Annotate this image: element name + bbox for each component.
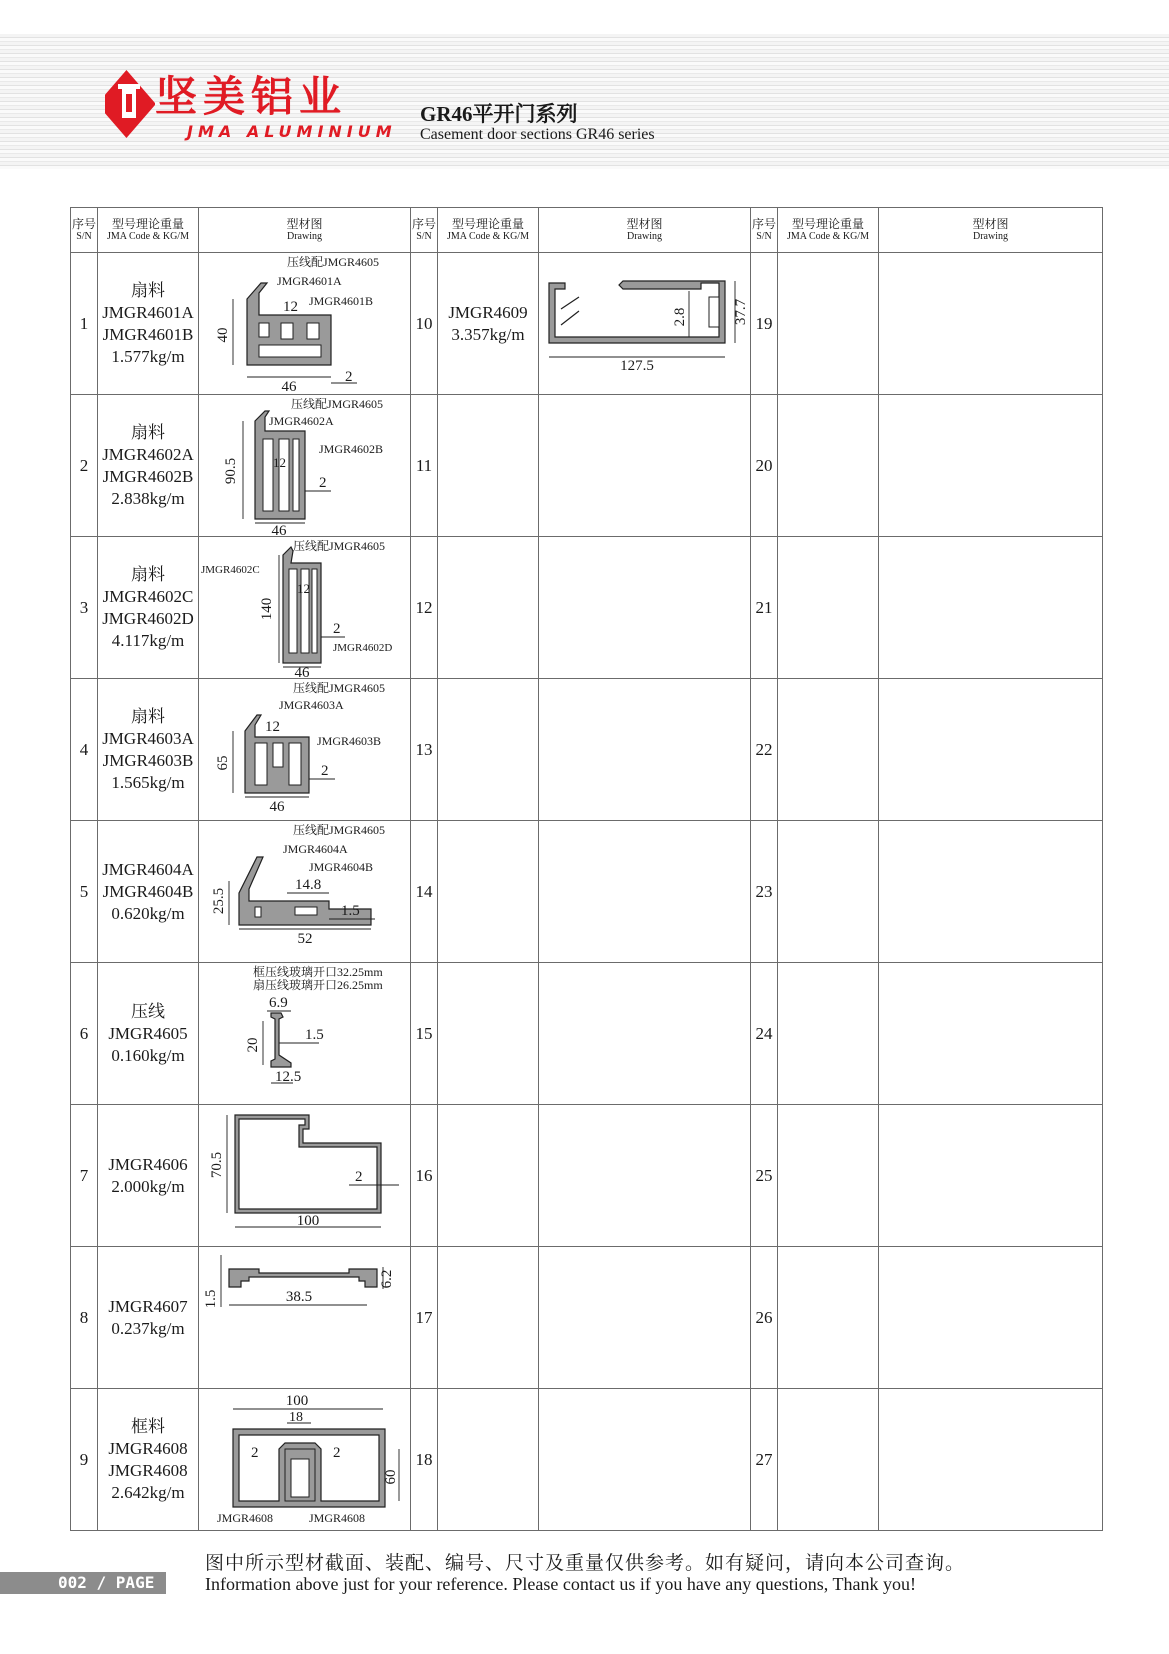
drawing-cell — [539, 1247, 751, 1389]
svg-text:38.5: 38.5 — [285, 1289, 313, 1305]
svg-text:2: 2 — [333, 1445, 341, 1461]
code-cell — [778, 395, 879, 537]
svg-text:1.5: 1.5 — [341, 903, 360, 919]
drawing-cell — [199, 537, 411, 679]
code-cell — [778, 1389, 879, 1531]
code-cell — [778, 1247, 879, 1389]
drawing-cell — [879, 395, 1103, 537]
svg-text:100: 100 — [296, 1213, 320, 1229]
drawing-cell — [199, 821, 411, 963]
svg-text:压线配JMGR4605: 压线配JMGR4605 — [293, 823, 386, 837]
svg-text:60: 60 — [383, 1469, 399, 1485]
svg-text:46: 46 — [294, 665, 310, 678]
code-cell — [438, 963, 539, 1105]
drawing-cell — [199, 1247, 411, 1389]
code-cell: 扇料 JMGR4601A JMGR4601B 1.577kg/m — [98, 253, 199, 395]
profile-drawing-jmgr4605 — [199, 963, 411, 1104]
code-cell: JMGR4606 2.000kg/m — [98, 1105, 199, 1247]
svg-text:1.5: 1.5 — [203, 1289, 219, 1309]
sn-cell: 26 — [751, 1247, 778, 1389]
drawing-cell — [199, 1389, 411, 1531]
series-title-cn: GR46平开门系列 — [420, 102, 578, 126]
svg-text:JMGR4602D: JMGR4602D — [333, 642, 393, 654]
sn-cell: 9 — [71, 1389, 98, 1531]
header-code: 型号理论重量 JMA Code & KG/M — [438, 208, 539, 253]
code-cell: JMGR4604A JMGR4604B 0.620kg/m — [98, 821, 199, 963]
sn-cell: 22 — [751, 679, 778, 821]
code-cell: 扇料 JMGR4603A JMGR4603B 1.565kg/m — [98, 679, 199, 821]
drawing-cell — [879, 679, 1103, 821]
svg-text:压线配JMGR4605: 压线配JMGR4605 — [291, 397, 384, 411]
header-code: 型号理论重量 JMA Code & KG/M — [98, 208, 199, 253]
sn-cell: 12 — [411, 537, 438, 679]
profile-drawing-jmgr4608 — [199, 1389, 411, 1530]
code-cell — [438, 1389, 539, 1531]
svg-text:JMGR4602B: JMGR4602B — [319, 442, 384, 456]
svg-text:6.9: 6.9 — [269, 995, 288, 1011]
svg-text:JMGR4604A: JMGR4604A — [283, 842, 348, 856]
svg-text:140: 140 — [259, 597, 275, 621]
code-cell — [778, 963, 879, 1105]
brand-name-en: JMA ALUMINIUM — [187, 122, 397, 141]
profile-drawing-jmgr4602c — [199, 537, 411, 678]
sn-cell: 17 — [411, 1247, 438, 1389]
svg-text:JMGR4603A: JMGR4603A — [279, 698, 344, 712]
brand-logo — [105, 70, 397, 150]
profile-drawing-jmgr4603 — [199, 679, 411, 820]
sn-cell: 27 — [751, 1389, 778, 1531]
drawing-cell — [539, 253, 751, 395]
code-cell: 扇料 JMGR4602C JMGR4602D 4.117kg/m — [98, 537, 199, 679]
drawing-cell — [879, 1105, 1103, 1247]
header-sn: 序号 S/N — [751, 208, 778, 253]
svg-text:2.8: 2.8 — [672, 307, 688, 327]
sn-cell: 18 — [411, 1389, 438, 1531]
svg-text:JMGR4601A: JMGR4601A — [277, 274, 342, 288]
code-cell — [438, 537, 539, 679]
profile-drawing-jmgr4602 — [199, 395, 411, 536]
svg-text:2: 2 — [333, 621, 341, 637]
sn-cell: 3 — [71, 537, 98, 679]
table-row — [71, 1389, 1103, 1531]
svg-text:14.8: 14.8 — [295, 877, 322, 893]
sn-cell: 20 — [751, 395, 778, 537]
sn-cell: 23 — [751, 821, 778, 963]
table-row — [71, 1105, 1103, 1247]
svg-text:JMGR4602A: JMGR4602A — [269, 414, 334, 428]
code-cell — [778, 821, 879, 963]
brand-name-cn: 坚美铝业 — [155, 72, 348, 121]
code-cell — [778, 537, 879, 679]
drawing-cell — [539, 1389, 751, 1531]
svg-text:1.5: 1.5 — [305, 1027, 324, 1043]
svg-text:2: 2 — [345, 369, 353, 385]
code-cell: 扇料 JMGR4602A JMGR4602B 2.838kg/m — [98, 395, 199, 537]
svg-text:70.5: 70.5 — [209, 1151, 225, 1179]
footer-note-cn: 图中所示型材截面、装配、编号、尺寸及重量仅供参考。如有疑问，请向本公司查询。 — [205, 1552, 966, 1574]
profile-drawing-jmgr4601 — [199, 253, 411, 394]
code-cell — [438, 1247, 539, 1389]
drawing-cell — [199, 963, 411, 1105]
svg-text:46: 46 — [269, 799, 285, 815]
table-row — [71, 253, 1103, 395]
svg-text:压线配JMGR4605: 压线配JMGR4605 — [287, 255, 380, 269]
drawing-cell — [539, 537, 751, 679]
table-row — [71, 1247, 1103, 1389]
table-row — [71, 537, 1103, 679]
code-cell — [778, 1105, 879, 1247]
table-row — [71, 963, 1103, 1105]
svg-text:12.5: 12.5 — [275, 1069, 302, 1085]
drawing-cell — [539, 963, 751, 1105]
drawing-cell — [539, 679, 751, 821]
svg-text:40: 40 — [215, 327, 231, 343]
sn-cell: 1 — [71, 253, 98, 395]
svg-text:JMGR4608: JMGR4608 — [309, 1511, 366, 1525]
sn-cell: 15 — [411, 963, 438, 1105]
logo-diamond-icon — [105, 70, 155, 140]
drawing-cell — [199, 679, 411, 821]
svg-text:46: 46 — [281, 379, 297, 394]
drawing-cell — [199, 253, 411, 395]
svg-text:JMGR4604B: JMGR4604B — [309, 860, 374, 874]
sn-cell: 5 — [71, 821, 98, 963]
drawing-cell — [879, 537, 1103, 679]
code-cell: JMGR4607 0.237kg/m — [98, 1247, 199, 1389]
svg-text:25.5: 25.5 — [211, 887, 227, 915]
profile-drawing-jmgr4606 — [199, 1105, 411, 1246]
svg-text:100: 100 — [285, 1393, 309, 1409]
sn-cell: 16 — [411, 1105, 438, 1247]
code-cell: 框料 JMGR4608 JMGR4608 2.642kg/m — [98, 1389, 199, 1531]
header-code: 型号理论重量 JMA Code & KG/M — [778, 208, 879, 253]
svg-text:6.2: 6.2 — [379, 1269, 395, 1289]
drawing-cell — [879, 963, 1103, 1105]
page-number-badge: 002 / PAGE — [0, 1572, 166, 1594]
drawing-cell — [539, 395, 751, 537]
svg-text:扇压线玻璃开口26.25mm: 扇压线玻璃开口26.25mm — [253, 978, 383, 992]
svg-text:2: 2 — [251, 1445, 259, 1461]
svg-text:JMGR4608: JMGR4608 — [217, 1511, 274, 1525]
sn-cell: 2 — [71, 395, 98, 537]
sn-cell: 13 — [411, 679, 438, 821]
drawing-cell — [879, 1247, 1103, 1389]
sn-cell: 6 — [71, 963, 98, 1105]
svg-text:127.5: 127.5 — [620, 358, 654, 374]
drawing-cell — [539, 821, 751, 963]
header-sn: 序号 S/N — [71, 208, 98, 253]
drawing-cell — [199, 1105, 411, 1247]
sn-cell: 19 — [751, 253, 778, 395]
code-cell — [778, 679, 879, 821]
sn-cell: 14 — [411, 821, 438, 963]
svg-text:90.5: 90.5 — [223, 457, 239, 485]
sn-cell: 11 — [411, 395, 438, 537]
svg-text:压线配JMGR4605: 压线配JMGR4605 — [293, 539, 386, 553]
code-cell: JMGR4609 3.357kg/m — [438, 253, 539, 395]
header-sn: 序号 S/N — [411, 208, 438, 253]
table-row — [71, 679, 1103, 821]
svg-text:65: 65 — [215, 755, 231, 771]
code-cell — [438, 395, 539, 537]
header-drawing: 型材图 Drawing — [879, 208, 1103, 253]
svg-text:JMGR4603B: JMGR4603B — [317, 734, 382, 748]
sn-cell: 10 — [411, 253, 438, 395]
svg-text:JMGR4602C: JMGR4602C — [201, 564, 260, 576]
svg-text:52: 52 — [297, 931, 313, 947]
svg-text:20: 20 — [245, 1037, 261, 1053]
svg-text:2: 2 — [319, 475, 327, 491]
svg-text:12: 12 — [283, 299, 298, 315]
svg-text:12: 12 — [297, 581, 310, 596]
profile-drawing-jmgr4604 — [199, 821, 411, 962]
svg-text:12: 12 — [265, 719, 280, 735]
profile-drawing-jmgr4609 — [539, 253, 751, 394]
svg-text:JMGR4601B: JMGR4601B — [309, 294, 374, 308]
svg-text:12: 12 — [273, 455, 286, 470]
product-table — [70, 207, 1103, 1531]
code-cell — [438, 679, 539, 821]
footer-note-en: Information above just for your reference. Please contact us if you have any questions, Thank you! — [205, 1574, 916, 1594]
code-cell — [438, 1105, 539, 1247]
svg-text:2: 2 — [321, 763, 329, 779]
table-header-row — [71, 208, 1103, 253]
code-cell — [438, 821, 539, 963]
svg-text:46: 46 — [271, 523, 287, 536]
table-row — [71, 395, 1103, 537]
sn-cell: 24 — [751, 963, 778, 1105]
drawing-cell — [199, 395, 411, 537]
svg-text:18: 18 — [289, 1410, 303, 1425]
drawing-cell — [539, 1105, 751, 1247]
sn-cell: 21 — [751, 537, 778, 679]
code-cell — [778, 253, 879, 395]
profile-drawing-jmgr4607 — [199, 1247, 411, 1388]
svg-text:框压线玻璃开口32.25mm: 框压线玻璃开口32.25mm — [253, 965, 383, 979]
drawing-cell — [879, 821, 1103, 963]
sn-cell: 4 — [71, 679, 98, 821]
sn-cell: 8 — [71, 1247, 98, 1389]
drawing-cell — [879, 1389, 1103, 1531]
svg-text:37.7: 37.7 — [733, 298, 749, 326]
svg-text:2: 2 — [355, 1169, 363, 1185]
header-drawing: 型材图 Drawing — [539, 208, 751, 253]
svg-text:压线配JMGR4605: 压线配JMGR4605 — [293, 681, 386, 695]
header-drawing: 型材图 Drawing — [199, 208, 411, 253]
code-cell: 压线 JMGR4605 0.160kg/m — [98, 963, 199, 1105]
sn-cell: 25 — [751, 1105, 778, 1247]
series-title-en: Casement door sections GR46 series — [420, 126, 655, 143]
table-row — [71, 821, 1103, 963]
sn-cell: 7 — [71, 1105, 98, 1247]
drawing-cell — [879, 253, 1103, 395]
